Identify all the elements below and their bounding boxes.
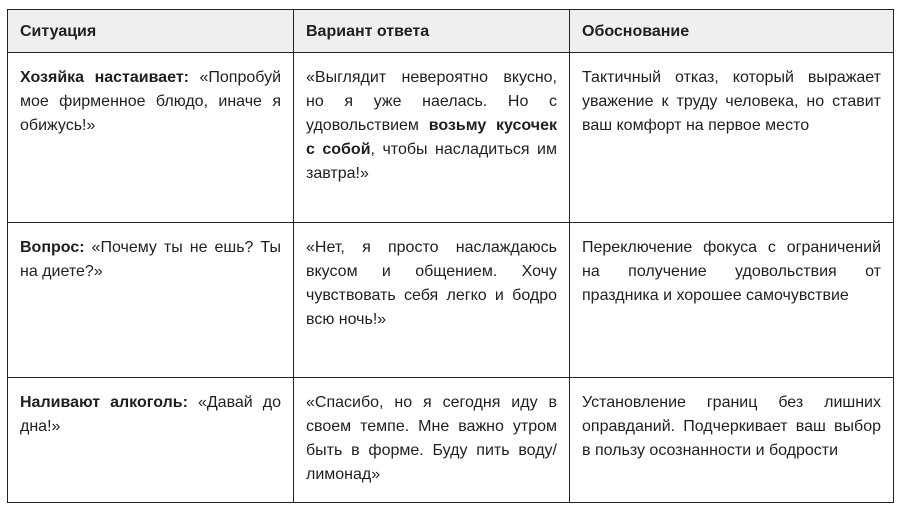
situation-label: Хозяйка настаивает: [20,69,189,86]
situation-text: «Почему ты не ешь? Ты на диете?» [20,239,281,280]
header-row [8,10,894,53]
reason-cell: Переключение фокуса с ограничений на получение удовольствия от праздника и хорошее самочувствие [570,223,894,378]
answer-text: «Нет, я просто наслаждаюсь вкусом и общением. Хочу чувствовать себя легко и бодро всю ночь!» [306,239,557,328]
situation-cell [8,378,294,503]
answer-cell [294,53,570,223]
situation-label: Вопрос: [20,239,85,256]
advice-table [7,9,894,503]
header-reason: Обоснование [570,10,894,53]
answer-cell [294,223,570,378]
answer-text-end: , чтобы насладиться им завтра!» [306,141,557,182]
answer-text: «Выглядит невероятно вкусно, но я уже наелась. Но с удовольствием [306,69,557,134]
table-row [8,378,894,503]
answer-text: «Спасибо, но я сегодня иду в своем темпе. Мне важно утром быть в форме. Буду пить воду/лимонад» [306,394,557,483]
header-answer: Вариант ответа [294,10,570,53]
answer-cell [294,378,570,503]
situation-cell [8,53,294,223]
answer-emphasis: возьму кусочек с собой [306,117,557,158]
table-row [8,53,894,223]
situation-text: «Попробуй мое фирменное блюдо, иначе я обижусь!» [20,69,282,134]
reason-cell: Тактичный отказ, который выражает уважение к труду человека, но ставит ваш комфорт на первое место [570,53,894,223]
reason-cell: Установление границ без лишних оправданий. Подчеркивает ваш выбор в пользу осознанности и бодрости [570,378,894,503]
advice-table-container [7,9,893,503]
header-situation: Ситуация [8,10,294,53]
situation-cell [8,223,294,378]
situation-text: «Давай до дна!» [20,394,281,435]
table-row [8,223,894,378]
situation-label: Наливают алкоголь: [20,394,188,411]
